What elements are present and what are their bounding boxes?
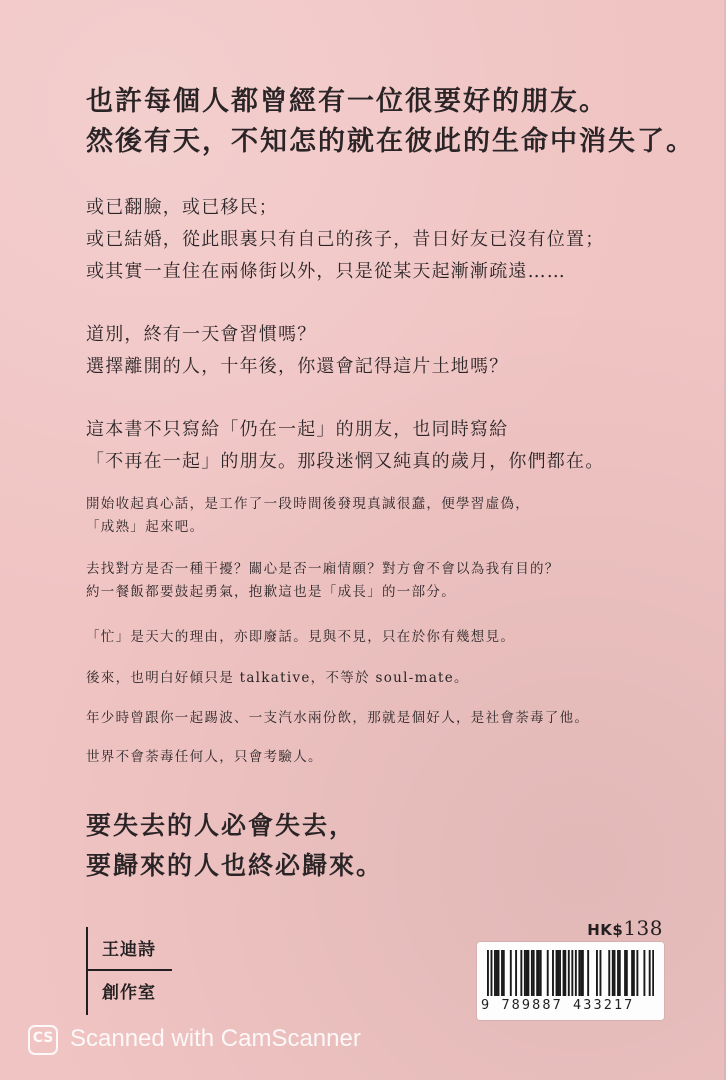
barcode-bar <box>501 950 503 996</box>
note-6 <box>86 746 686 769</box>
barcode-bar <box>633 950 635 996</box>
note-line: 開始收起真心話，是工作了一段時間後發現真誠很蠢，便學習虛偽， <box>86 496 530 512</box>
barcode-bar <box>533 950 535 996</box>
barcode-bar <box>575 950 577 996</box>
barcode-bar <box>624 950 626 996</box>
barcode-bar <box>652 950 654 996</box>
paragraph-line: 或已結婚，從此眼裏只有自己的孩子，昔日好友已沒有位置； <box>86 229 605 250</box>
paragraph-1 <box>86 192 686 288</box>
barcode-bar <box>487 950 489 996</box>
paragraph-line: 或已翻臉，或已移民； <box>86 197 278 218</box>
watermark-text: Scanned with CamScanner <box>70 1025 361 1052</box>
barcode-bar <box>559 950 561 996</box>
barcode-bar <box>617 950 619 996</box>
price-currency: HK$ <box>587 921 624 939</box>
intro-line: 然後有天，不知怎的就在彼此的生命中消失了。 <box>86 126 695 157</box>
note-line: 世界不會荼毒任何人，只會考驗人。 <box>86 749 323 765</box>
barcode-bar <box>503 950 505 996</box>
barcode-bar <box>547 950 549 996</box>
note-3 <box>86 626 686 649</box>
intro-line: 也許每個人都曾經有一位很要好的朋友。 <box>86 86 608 117</box>
publisher-logo <box>86 927 172 1015</box>
paragraph-2 <box>86 319 686 383</box>
barcode-bar <box>564 950 566 996</box>
barcode-bar <box>649 950 651 996</box>
barcode-bar <box>596 950 598 996</box>
closing-line: 要失去的人必會失去， <box>86 811 357 840</box>
barcode-bar <box>643 950 645 996</box>
barcode-bar <box>496 950 498 996</box>
barcode-bar <box>524 950 526 996</box>
barcode-bar <box>520 950 522 996</box>
paragraph-3 <box>86 414 686 478</box>
barcode-bar <box>540 950 542 996</box>
barcode-bar <box>571 950 573 996</box>
barcode-bar <box>578 950 580 996</box>
barcode-bar <box>536 950 538 996</box>
barcode-bar <box>515 950 517 996</box>
barcode-bar <box>608 950 610 996</box>
publisher-name-line-2: 創作室 <box>102 983 156 1003</box>
note-line: 年少時曾跟你一起踢波、一支汽水兩份飲，那就是個好人，是社會荼毒了他。 <box>86 710 590 726</box>
closing-heading <box>86 806 686 886</box>
intro-heading <box>86 82 695 162</box>
note-line: 「成熟」起來吧。 <box>86 519 205 535</box>
barcode-bar <box>491 950 493 996</box>
barcode-bar <box>510 950 512 996</box>
barcode-bar <box>636 950 638 996</box>
barcode-bar <box>582 950 584 996</box>
barcode-bar <box>614 950 616 996</box>
barcode-bar <box>557 950 559 996</box>
camscanner-logo-icon <box>28 1025 58 1055</box>
barcode-bar <box>556 950 558 996</box>
note-5 <box>86 707 686 730</box>
paragraph-line: 這本書不只寫給「仍在一起」的朋友，也同時寫給 <box>86 419 509 440</box>
note-line: 後來，也明白好傾只是 talkative，不等於 soul-mate。 <box>86 670 469 686</box>
barcode-bar <box>538 950 540 996</box>
barcode-bar <box>580 950 582 996</box>
paragraph-line: 或其實一直住在兩條街以外，只是從某天起漸漸疏遠…… <box>86 261 566 282</box>
barcode-bar <box>600 950 602 996</box>
note-line: 「忙」是天大的理由，亦即廢話。見與不見，只在於你有幾想見。 <box>86 629 516 645</box>
note-2 <box>86 558 686 604</box>
barcode-bar <box>552 950 554 996</box>
camscanner-logo-text: CS <box>32 1030 54 1046</box>
barcode-bar <box>526 950 528 996</box>
logo-horizontal-rule <box>86 969 172 971</box>
note-1 <box>86 493 686 539</box>
barcode-bar <box>631 950 633 996</box>
barcode-bars <box>487 950 654 996</box>
paragraph-line: 道別，終有一天會習慣嗎？ <box>86 324 317 345</box>
note-line: 約一餐飯都要鼓起勇氣，抱歉這也是「成長」的一部分。 <box>86 584 456 600</box>
barcode-bar <box>619 950 621 996</box>
note-line: 去找對方是否一種干擾？關心是否一廂情願？對方會不會以為我有目的？ <box>86 561 560 577</box>
barcode-bar <box>612 950 614 996</box>
barcode-digits: 9 789887 433217 <box>481 997 635 1013</box>
note-4 <box>86 667 686 690</box>
barcode-bar <box>563 950 565 996</box>
barcode-bar <box>531 950 533 996</box>
price-label <box>587 916 663 940</box>
barcode-bar <box>498 950 500 996</box>
isbn-barcode <box>477 942 664 1020</box>
paragraph-line: 「不再在一起」的朋友。那段迷惘又純真的歲月，你們都在。 <box>86 451 605 472</box>
barcode-bar <box>568 950 570 996</box>
barcode-bar <box>494 950 496 996</box>
barcode-bar <box>587 950 589 996</box>
price-amount: 138 <box>623 916 663 940</box>
paragraph-line: 選擇離開的人，十年後，你還會記得這片土地嗎？ <box>86 356 509 377</box>
barcode-bar <box>527 950 529 996</box>
barcode-bar <box>626 950 628 996</box>
publisher-name-line-1: 王迪詩 <box>102 940 156 960</box>
closing-line: 要歸來的人也終必歸來。 <box>86 851 384 880</box>
